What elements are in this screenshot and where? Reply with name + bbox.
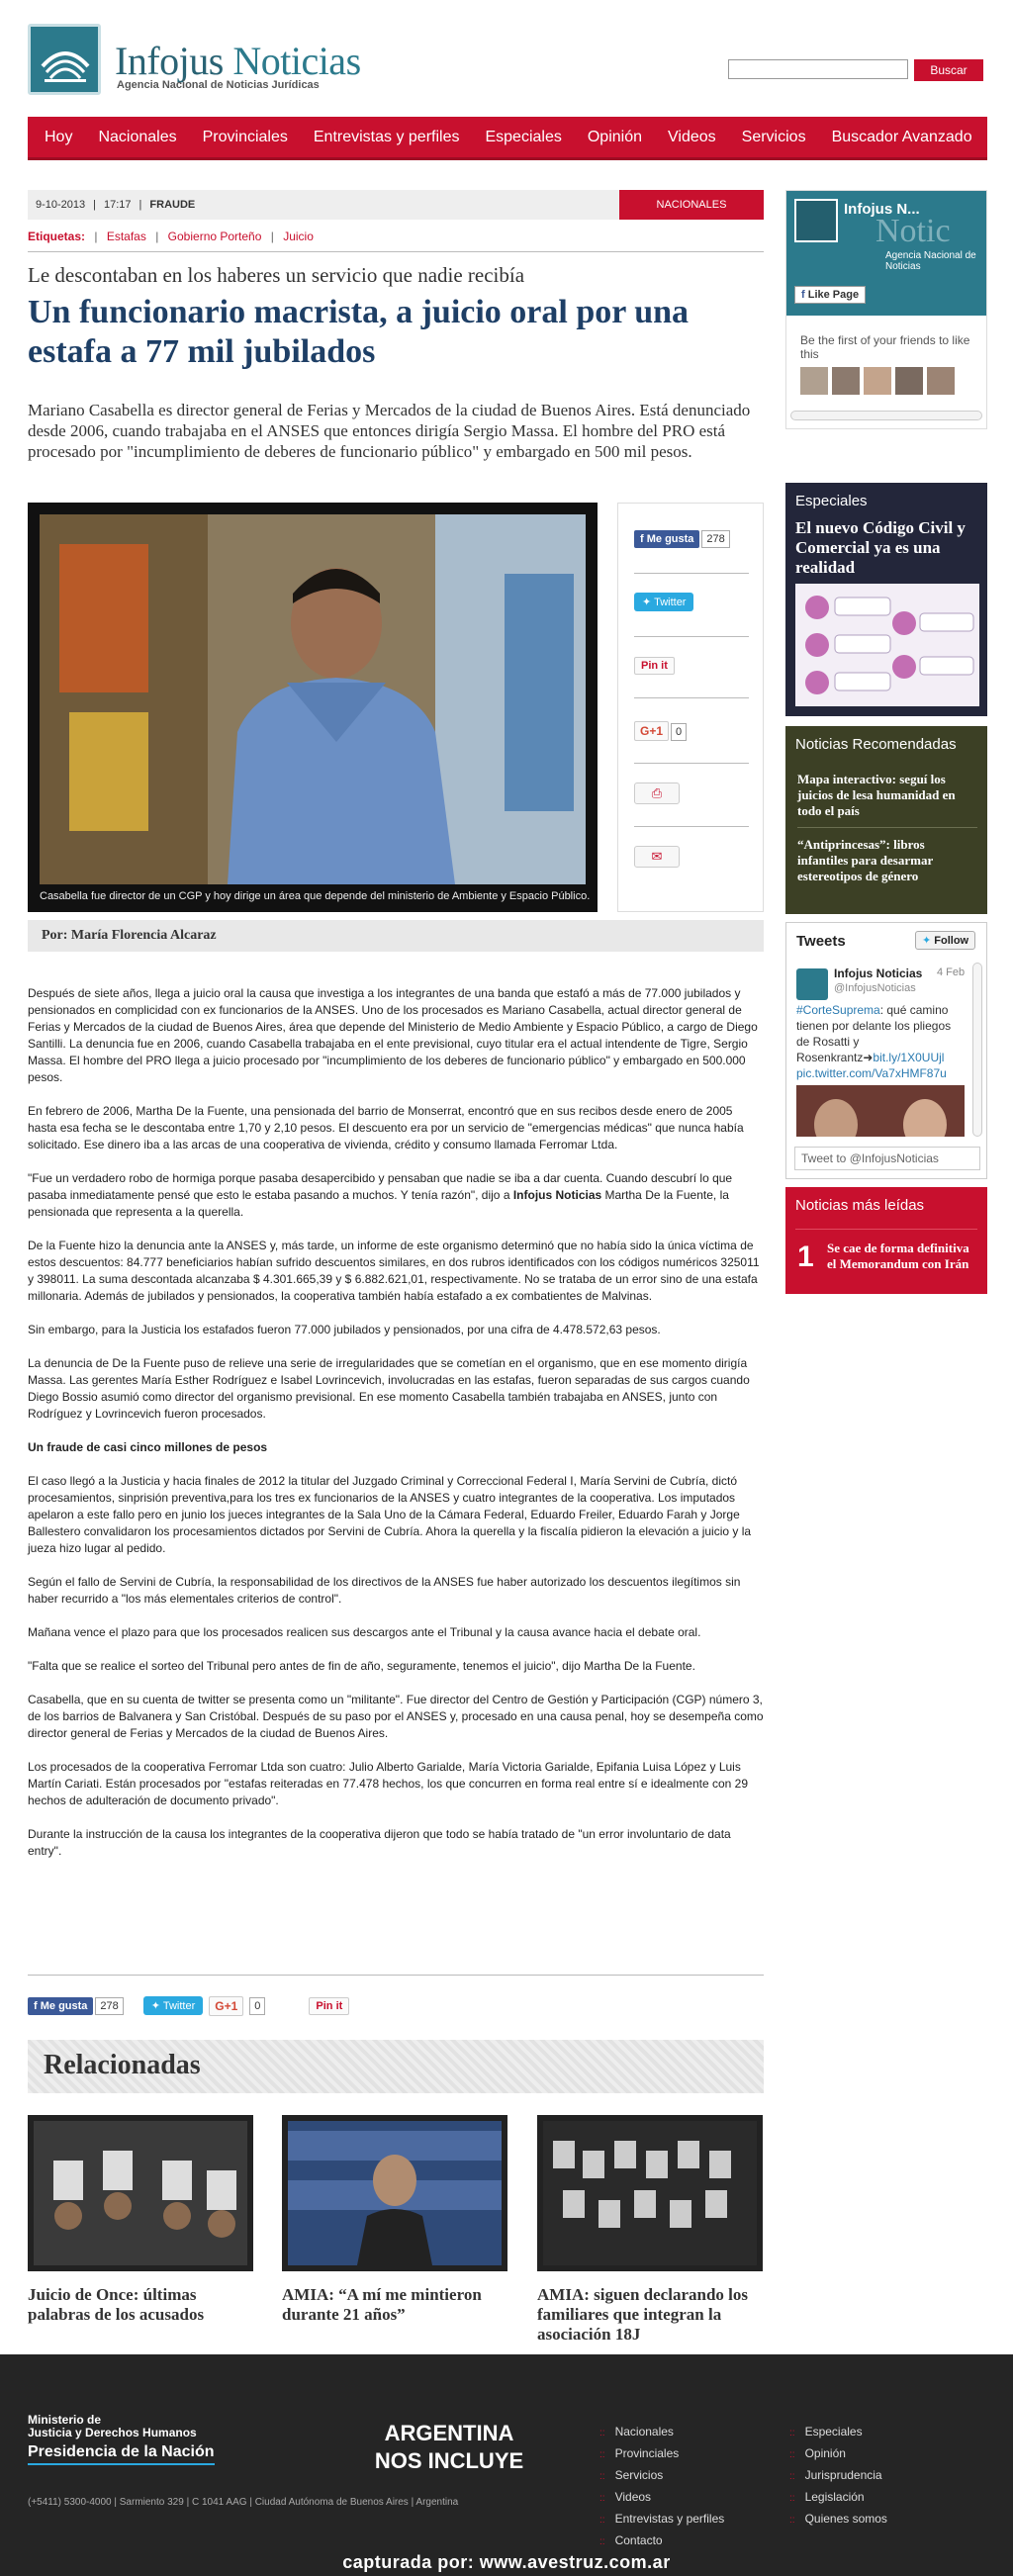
footer-link[interactable]: :: Quienes somos <box>789 2509 887 2530</box>
vertical-scrollbar[interactable] <box>972 963 982 1137</box>
twitter-widget <box>785 922 987 1179</box>
footer-link[interactable]: :: Jurisprudencia <box>789 2465 887 2487</box>
mas-leida-link[interactable]: Se cae de forma definitiva el Memorandum con Irán <box>827 1241 969 1271</box>
fb-like-count: 278 <box>701 530 729 548</box>
related-card[interactable] <box>28 2115 253 2325</box>
paragraph: Después de siete años, llega a juicio oral la causa que investiga a los integrantes de una banda que estafó a más de 77.000 jubilados y pensionados en complicidad con ex funcionarios de la ANSES. Uno de los procesados es Mariano Casabella, actual director general de Ferias y Mercados de la ciudad de Buenos Aires, área que depende del Ministerio de Medio Ambiente y Espacio Público, a cargo de Diego Santilli. La denuncia fue en 2006, cuando Casabella trabajaba en el ente previsional, cuyo titular era el actual intendente de Tigre, Sergio Massa. El hombre del PRO llega a juicio procesado por "incumplimiento de los deberes de funcionario público" y embargado en 500.000 pesos. <box>28 986 758 1084</box>
share-divider <box>634 763 749 764</box>
argentina-line-2: NOS INCLUYE <box>374 2448 524 2473</box>
tweet-reply-input[interactable]: Tweet to @InfojusNoticias <box>794 1147 980 1170</box>
fb-like-label: Me gusta <box>40 1999 88 2012</box>
recomendadas-box <box>785 726 987 914</box>
fb-cover-brand: Notic <box>875 213 951 249</box>
tweet-button[interactable] <box>143 1996 203 2015</box>
recomendadas-label: Noticias Recomendadas <box>795 736 957 753</box>
nav-nacionales[interactable]: Nacionales <box>98 128 177 145</box>
paragraph: Mañana vence el plazo para que los procesados realicen sus descargos ante el Tribunal y la causa avance hacia el debate oral. <box>28 1625 701 1639</box>
horizontal-scrollbar[interactable] <box>790 411 982 420</box>
fb-like-button[interactable] <box>634 530 699 548</box>
share-divider <box>634 697 749 698</box>
related-image[interactable] <box>28 2115 253 2271</box>
tweet-text <box>796 1002 965 1081</box>
search-button[interactable]: Buscar <box>914 59 983 81</box>
tweet-button[interactable] <box>634 593 693 611</box>
tweet-widget <box>634 593 693 611</box>
site-tagline: Agencia Nacional de Noticias Jurídicas <box>117 79 320 91</box>
presidencia-logo[interactable]: Presidencia de la Nación <box>28 2443 215 2465</box>
fb-like-page-button[interactable] <box>794 286 866 304</box>
argentina-logo <box>360 2420 538 2475</box>
facebook-widget <box>785 190 987 429</box>
email-widget <box>634 846 680 868</box>
share-divider <box>634 826 749 827</box>
avatar[interactable] <box>832 367 860 395</box>
tags-label: Etiquetas: <box>28 230 86 243</box>
footer-links-2 <box>789 2422 887 2530</box>
nav-videos[interactable]: Videos <box>668 128 716 145</box>
related-image[interactable] <box>282 2115 507 2271</box>
ministry-line-2: Justicia y Derechos Humanos <box>28 2426 197 2439</box>
nav-opinion[interactable]: Opinión <box>587 128 643 145</box>
paragraph: De la Fuente hizo la denuncia ante la ANSES y, más tarde, un informe de este organismo determinó que no había sido la única víctima de estos descuentos: 84.777 beneficiarios habían sufrido descuentos similares, en dos rubros identificados con los códigos numéricos 325011 y 398011. La suma descontada alcanzaba $ 4.301.665,39 y $ 6.882.621,01, respectivamente. No se trataba de un error sino de una estafa millonaria. Además de jubilados y pensionados, la cooperativa también había estafado a ex combatientes de Malvinas. <box>28 1239 760 1303</box>
footer-link[interactable]: :: Provinciales <box>599 2443 724 2465</box>
tweet-author[interactable]: Infojus Noticias <box>834 966 923 980</box>
footer-link[interactable]: :: Contacto <box>599 2530 724 2552</box>
main-nav <box>28 117 987 160</box>
especiales-image[interactable] <box>795 584 979 706</box>
especiales-title[interactable]: El nuevo Código Civil y Comercial ya es una realidad <box>795 518 966 577</box>
footer-link[interactable]: :: Legislación <box>789 2487 887 2509</box>
ministry-name <box>28 2414 197 2439</box>
tweet-date[interactable]: 4 Feb <box>937 966 966 978</box>
related-title[interactable]: AMIA: siguen declarando los familiares que integran la asociación 18J <box>537 2285 748 2344</box>
paragraph: La denuncia de De la Fuente puso de relieve una serie de irregularidades que se cometían en el organismo, que en ese momento dirigía Massa. Las gerentes María Esther Rodríguez e Isabel Lovrincevich, involucradas en las estafas, fueron separadas de sus cargos cuando Diego Bossio asumió como director del organismo previsional. En ese momento Casabella también trabajaba en ANSES, junto con Rodríguez y Lovrincevich fueron procesados. <box>28 1356 750 1421</box>
ministry-line-1: Ministerio de <box>28 2413 102 2427</box>
pinit-button[interactable]: Pin it <box>309 1997 349 2015</box>
tweet-link[interactable]: pic.twitter.com/Va7xHMF87u <box>796 1066 947 1080</box>
article-lead: Mariano Casabella es director general de Ferias y Mercados de la ciudad de Buenos Aires. Está denunciado desde 2006, cuando trabajaba en el ANSES que entonces dirigía Sergio Massa. El hombre del PRO está procesado por "incumplimiento de deberes de funcionario público" y embargado en 500 mil pesos. <box>28 401 751 461</box>
page-logo-icon <box>794 199 838 242</box>
meta-separator: | <box>138 199 142 211</box>
fb-like-button[interactable] <box>28 1997 93 2015</box>
site-title[interactable] <box>115 38 361 84</box>
email-icon[interactable]: ✉ <box>634 846 680 868</box>
meta-separator: | <box>93 199 97 211</box>
paragraph: El caso llegó a la Justicia y hacia finales de 2012 la titular del Juzgado Criminal y Correccional Federal I, María Servini de Cubría, dictó procesamientos, sinprisión preventiva,para los tres ex funcionarios de la ANSES y cuatro integrantes de la cooperativa. Los imputados apelaron a este fallo pero en junio los jueces integrantes de la Sala Uno de la Cámara Federal, Eduardo Freiler, Eduardo Farah y Jorge Ballestero convalidaron los procesamientos dictados por Servini de Cubría. Ahora la querella y la fiscalía pidieron la elevación a juicio y la jueza hizo lugar al pedido. <box>28 1474 752 1555</box>
paragraph: Sin embargo, para la Justicia los estafados fueron 77.000 jubilados y pensionados, por una cifra de 4.478.572,63 pesos. <box>28 1323 661 1336</box>
footer-link[interactable]: :: Nacionales <box>599 2422 724 2443</box>
related-card[interactable] <box>537 2115 763 2345</box>
body-subhead: Un fraude de casi cinco millones de pesos <box>28 1440 268 1454</box>
article-kicker: Le descontaban en los haberes un servicio que nadie recibía <box>28 263 525 287</box>
tweet-label: Twitter <box>654 597 687 608</box>
avatar[interactable] <box>927 367 955 395</box>
pinit-button[interactable]: Pin it <box>634 657 675 675</box>
recomendada-link[interactable]: Mapa interactivo: seguí los juicios de lesa humanidad en todo el país <box>797 772 956 818</box>
mas-leidas-box <box>785 1187 987 1294</box>
tweet-handle[interactable]: @InfojusNoticias <box>834 982 916 994</box>
capture-watermark: capturada por: www.avestruz.com.ar <box>342 2552 671 2572</box>
gplus-button[interactable]: G+1 <box>209 1996 243 2016</box>
share-divider <box>634 573 749 574</box>
tweets-title: Tweets <box>796 933 846 950</box>
fb-icon: f <box>34 1999 38 2012</box>
footer-address: (+5411) 5300-4000 | Sarmiento 329 | C 1041 AAG | Ciudad Autónoma de Buenos Aires | Argentina <box>28 2497 459 2508</box>
gplus-widget <box>634 721 687 741</box>
nav-especiales[interactable]: Especiales <box>485 128 562 145</box>
nav-provinciales[interactable]: Provinciales <box>202 128 288 145</box>
article-author: Por: María Florencia Alcaraz <box>28 920 764 952</box>
paragraph-text: "Fue un verdadero robo de hormiga porque pasaba desapercibido y pensaban que nadie se iba a dar cuenta. Cuando descubrí lo que pasaba inmediatamente pensé que esto le estaba pasando a muchos. Y tenía razón", dijo a <box>28 1171 733 1202</box>
fb-friends-text: Be the first of your friends to like this <box>800 333 970 361</box>
divider <box>795 1229 977 1230</box>
footer-links-1 <box>599 2422 724 2552</box>
tag-separator: | <box>270 230 274 243</box>
recomendada-link[interactable]: “Antiprincesas”: libros infantiles para desarmar estereotipos de género <box>797 837 933 883</box>
paragraph: "Falta que se realice el sorteo del Tribunal pero antes de fin de año, seguramente, tenemos el juicio", dijo Martha De la Fuente. <box>28 1659 695 1673</box>
paragraph <box>28 1170 764 1221</box>
related-heading: Relacionadas <box>28 2040 764 2093</box>
tag-link[interactable]: Estafas <box>106 230 146 243</box>
paragraph-bold: Infojus Noticias <box>512 1188 602 1202</box>
related-title[interactable]: Juicio de Once: últimas palabras de los acusados <box>28 2285 205 2324</box>
tweet-body: : qué camino tienen por delante los pliegos de Rosatti y Rosenkrantz➜ <box>796 1003 952 1064</box>
avatar[interactable] <box>800 367 828 395</box>
especiales-box <box>785 483 987 716</box>
photo-caption: Casabella fue director de un CGP y hoy dirige un área que depende del ministerio de Ambiente y Espacio Público. <box>40 890 591 902</box>
article-photo[interactable] <box>40 514 586 884</box>
divider <box>797 827 977 828</box>
twitter-bird-icon: ✦ <box>150 2000 160 2012</box>
site-header <box>28 24 987 103</box>
hashtag-link[interactable]: #CorteSuprema <box>796 1003 880 1017</box>
article-body <box>28 985 764 1877</box>
gplus-count: 0 <box>671 723 687 741</box>
brand-b: Noticias <box>223 39 361 83</box>
tweet-image[interactable] <box>796 1085 965 1137</box>
brand-a: Infojus <box>115 39 224 83</box>
article-title: Un funcionario macrista, a juicio oral por una estafa a 77 mil jubilados <box>28 294 690 370</box>
footer-link[interactable]: :: Servicios <box>599 2465 724 2487</box>
tweet-label: Twitter <box>162 2000 196 2012</box>
article-date: 9-10-2013 <box>36 199 86 211</box>
tags-row <box>28 230 764 252</box>
fb-icon: f <box>640 533 644 545</box>
print-icon[interactable]: ⎙ <box>634 782 680 804</box>
mas-leidas-label: Noticias más leídas <box>795 1197 925 1214</box>
tag-separator: | <box>94 230 98 243</box>
nav-buscador[interactable]: Buscador Avanzado <box>831 128 972 145</box>
article-time: 17:17 <box>104 199 132 211</box>
paragraph: Casabella, que en su cuenta de twitter se presenta como un "militante". Fue director del Centro de Gestión y Participación (CGP) número 3, de los barrios de Balvanera y San Cristóbal. Después de su paso por el ANSES y, procesado en una causa penal, hoy se desempeña como director general de Ferias y Mercados de la ciudad de Buenos Aires. <box>28 1693 764 1740</box>
tag-separator: | <box>155 230 159 243</box>
avatar[interactable] <box>796 968 828 1000</box>
footer-link[interactable]: :: Videos <box>599 2487 724 2509</box>
tag-link[interactable]: Gobierno Porteño <box>167 230 262 243</box>
article-photo-frame <box>28 503 598 912</box>
related-card[interactable] <box>282 2115 507 2325</box>
nav-entrevistas[interactable]: Entrevistas y perfiles <box>313 128 460 145</box>
paragraph-text: Martha De la Fuente, la pensionada que representa a la querella. <box>28 1188 729 1219</box>
gplus-count: 0 <box>249 1997 265 2015</box>
gplus-button[interactable]: G+1 <box>634 721 669 741</box>
pinit-widget <box>634 656 675 675</box>
rank-number: 1 <box>797 1241 814 1273</box>
fb-faces <box>800 367 955 395</box>
twitter-follow-button[interactable] <box>915 931 975 950</box>
tag-link[interactable]: Juicio <box>283 230 314 243</box>
fb-like-count: 278 <box>95 1997 123 2015</box>
article-topic: FRAUDE <box>149 199 196 211</box>
follow-label: Follow <box>934 935 969 947</box>
related-title[interactable]: AMIA: “A mí me mintieron durante 21 años” <box>282 2285 482 2324</box>
paragraph: En febrero de 2006, Martha De la Fuente, una pensionada del barrio de Monserrat, encontró que en sus recibos desde enero de 2005 hasta esa fecha se le descontaba entre 1,70 y 2,10 pesos. El descuento era por un servicio de "emergencias médicas" que nunca había solicitado. Ese dinero iba a las arcas de una cooperativa de vivienda, crédito y consumo llamada Ferromar Ltda. <box>28 1104 744 1151</box>
print-widget <box>634 782 680 804</box>
footer-link[interactable]: :: Opinión <box>789 2443 887 2465</box>
search-input[interactable] <box>728 59 908 79</box>
argentina-line-1: ARGENTINA <box>384 2421 514 2445</box>
site-footer <box>0 2354 1013 2576</box>
twitter-bird-icon: ✦ <box>922 935 932 947</box>
paragraph: Los procesados de la cooperativa Ferromar Ltda son cuatro: Julio Alberto Garialde, María Victoria Garialde, Epifania Luisa López y Luis Martín Cariati. Están procesados por "estafas reiteradas en 77.478 hechos, los que concurren en forma real entre sí e idealmente con 29 hechos de adulteración de documento privado". <box>28 1760 749 1807</box>
fb-cover-subtitle: Agencia Nacional de Noticias <box>885 250 976 272</box>
fb-like-widget <box>634 529 730 548</box>
share-divider <box>634 636 749 637</box>
fb-icon: f <box>801 289 805 301</box>
related-image[interactable] <box>537 2115 763 2271</box>
share-column <box>617 503 764 912</box>
footer-link[interactable]: :: Entrevistas y perfiles <box>599 2509 724 2530</box>
facebook-cover[interactable] <box>786 191 986 316</box>
fb-like-label: Me gusta <box>646 533 694 545</box>
share-bar-bottom <box>28 1975 764 2018</box>
paragraph: Según el fallo de Servini de Cubría, la responsabilidad de los directivos de la ANSES fue haber autorizado los descuentos ilegítimos sin haber recurrido a "los más elementales criterios de control". <box>28 1575 741 1606</box>
twitter-bird-icon: ✦ <box>642 597 652 608</box>
tweet-link[interactable]: bit.ly/1X0UUjl <box>873 1051 945 1064</box>
avatar[interactable] <box>864 367 891 395</box>
section-badge[interactable]: NACIONALES <box>619 190 764 220</box>
fb-page-name[interactable]: Infojus N... <box>844 201 920 218</box>
nav-hoy[interactable]: Hoy <box>45 128 73 145</box>
avatar[interactable] <box>895 367 923 395</box>
fb-like-page-label: Like Page <box>807 289 860 301</box>
footer-link[interactable]: :: Especiales <box>789 2422 887 2443</box>
paragraph: Durante la instrucción de la causa los integrantes de la cooperativa dijeron que todo se había tratado de "un error involuntario de data entry". <box>28 1827 731 1858</box>
nav-servicios[interactable]: Servicios <box>741 128 806 145</box>
logo-icon[interactable] <box>28 24 101 95</box>
especiales-label: Especiales <box>795 493 868 509</box>
